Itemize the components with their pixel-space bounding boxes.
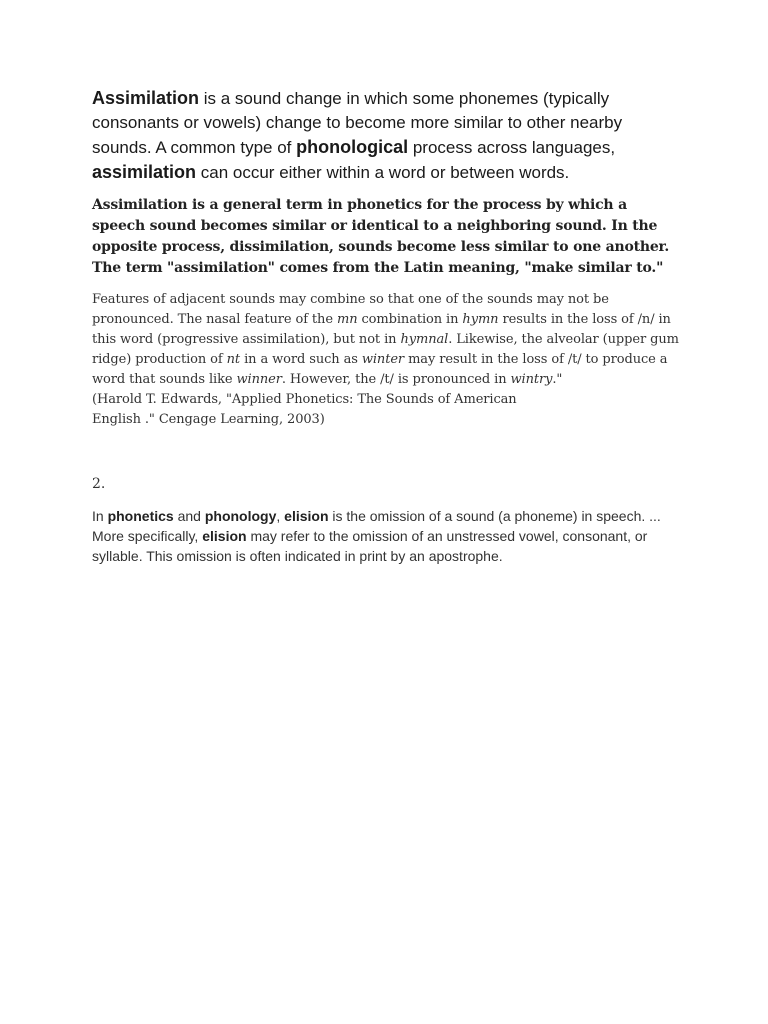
- elision-definition-paragraph: In phonetics and phonology, elision is the omission of a sound (a phoneme) in speech. ... More specifically, elision may refer to the omission of an unstressed vowel, consonant, or syllable. This omission is often indicated in print by an apostrophe.: [92, 508, 661, 564]
- assimilation-general-term-paragraph: Assimilation is a general term in phonetics for the process by which a speech sound becomes similar or identical to a neighboring sound. In the opposite process, dissimilation, sounds become less similar to one another. The term "assimilation" comes from the Latin meaning, "make similar to.": [92, 197, 670, 276]
- citation-line-1: (Harold T. Edwards, "Applied Phonetics: The Sounds of American: [92, 392, 517, 407]
- term-phonology: phonology: [204, 508, 277, 524]
- document-page: [92, 86, 682, 566]
- term-phonetics: phonetics: [107, 508, 174, 524]
- term-elision-2: elision: [202, 528, 247, 544]
- term-elision: elision: [284, 508, 329, 524]
- term-phonological: phonological: [296, 137, 409, 157]
- adjacent-sounds-quote-paragraph: Features of adjacent sounds may combine so that one of the sounds may not be pronounced. The nasal feature of the mn combination in hymn results in the loss of /n/ in this word (progressive assimilation), but not in hymnal. Likewise, the alveolar (upper gum ridge) production of nt in a word such as winter may result in the loss of /t/ to produce a word that sounds like winner. However, the /t/ is pronounced in wintry." (Harold T. Edwards, "Applied Phonetics: The Sounds of American English ." Cengage Learning, 2003): [92, 292, 679, 427]
- assimilation-definition-paragraph: Assimilation is a sound change in which some phonemes (typically consonants or vowels) change to become more similar to other nearby sounds. A common type of phonological process across languages, assimilation can occur either within a word or between words.: [92, 88, 623, 182]
- term-assimilation-2: assimilation: [92, 162, 197, 182]
- citation-line-2: English ." Cengage Learning, 2003): [92, 412, 325, 427]
- section-number: 2.: [92, 476, 106, 492]
- term-assimilation: Assimilation: [92, 88, 200, 108]
